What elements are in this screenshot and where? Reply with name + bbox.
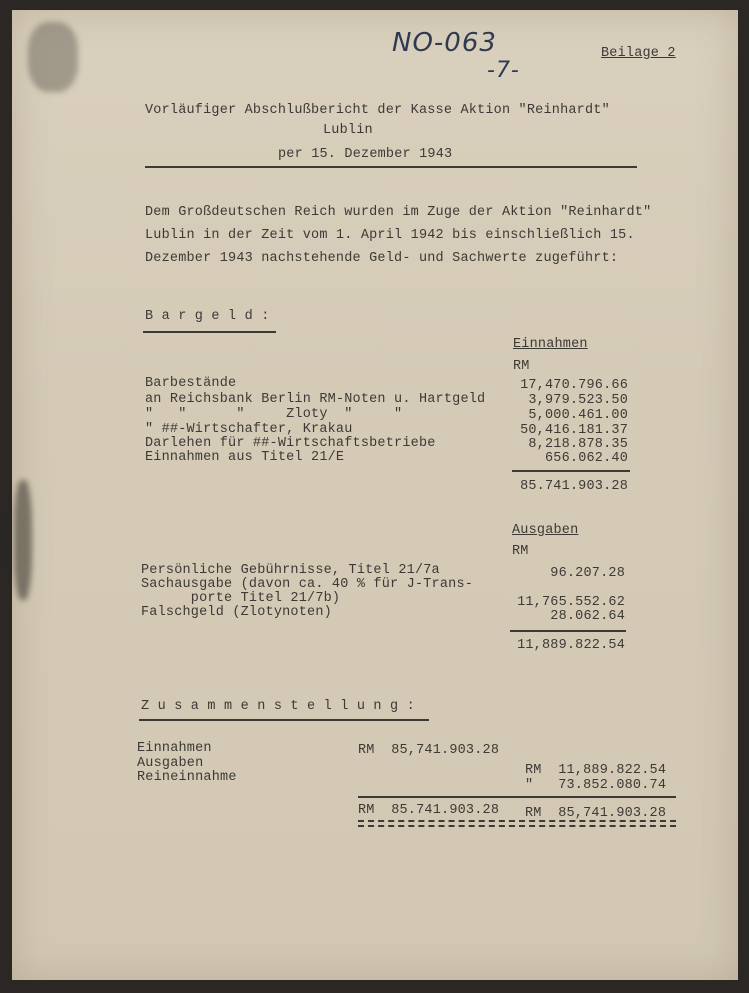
income-value-3: 5,000.461.00 bbox=[528, 408, 628, 423]
income-total: 85.741.903.28 bbox=[520, 479, 628, 494]
income-currency: RM bbox=[513, 359, 530, 374]
title-line-2: Lublin bbox=[323, 123, 373, 138]
income-label-4: " ##-Wirtschafter, Krakau bbox=[145, 422, 353, 437]
expense-currency: RM bbox=[512, 544, 529, 559]
summary-label-net: Reineinnahme bbox=[137, 770, 237, 785]
summary-underline bbox=[139, 719, 429, 721]
expense-label-4: Falschgeld (Zlotynoten) bbox=[141, 605, 332, 620]
expense-value-2: 11,765.552.62 bbox=[517, 595, 625, 610]
income-value-6: 656.062.40 bbox=[544, 451, 628, 466]
income-label-6: Einnahmen aus Titel 21/E bbox=[145, 450, 345, 465]
summary-label-income: Einnahmen bbox=[137, 741, 212, 756]
summary-heading: Z u s a m m e n s t e l l u n g : bbox=[141, 699, 415, 714]
title-line-1: Vorläufiger Abschlußbericht der Kasse Aktion "Reinhardt" bbox=[145, 103, 610, 118]
income-value-2: 3,979.523.50 bbox=[528, 393, 628, 408]
summary-total-rule bbox=[358, 796, 676, 798]
intro-line-3: Dezember 1943 nachstehende Geld- und Sachwerte zugeführt: bbox=[145, 251, 619, 266]
income-value-5: 8,218.878.35 bbox=[528, 437, 628, 452]
summary-income-amount: RM 85,741.903.28 bbox=[358, 743, 500, 758]
title-underline bbox=[145, 166, 637, 168]
summary-double-rule-2 bbox=[358, 825, 676, 827]
summary-net-amount: " 73.852.080.74 bbox=[525, 778, 667, 793]
summary-expense-amount: RM 11,889.822.54 bbox=[525, 763, 667, 778]
expense-label-3: porte Titel 21/7b) bbox=[141, 591, 341, 606]
income-value-1: 17,470.796.66 bbox=[520, 378, 628, 393]
expense-heading: Ausgaben bbox=[512, 523, 579, 538]
expense-total-rule bbox=[510, 630, 626, 632]
income-label-3: " " " Zloty " " bbox=[145, 407, 403, 422]
summary-total-right: RM 85,741.903.28 bbox=[525, 806, 667, 821]
summary-double-rule-1 bbox=[358, 820, 676, 822]
intro-line-1: Dem Großdeutschen Reich wurden im Zuge der Aktion "Reinhardt" bbox=[145, 205, 652, 220]
income-label-5: Darlehen für ##-Wirtschaftsbetriebe bbox=[145, 436, 436, 451]
handwritten-doc-number: NO-063 bbox=[392, 28, 497, 58]
income-label-1: Barbestände bbox=[145, 376, 237, 391]
income-label-2: an Reichsbank Berlin RM-Noten u. Hartgeld bbox=[145, 392, 486, 407]
income-heading: Einnahmen bbox=[513, 337, 588, 352]
intro-line-2: Lublin in der Zeit vom 1. April 1942 bis einschließlich 15. bbox=[145, 228, 635, 243]
summary-total-left: RM 85.741.903.28 bbox=[358, 803, 500, 818]
income-value-4: 50,416.181.37 bbox=[520, 423, 628, 438]
expense-value-1: 96.207.28 bbox=[550, 566, 625, 581]
expense-total: 11,889.822.54 bbox=[517, 638, 625, 653]
expense-label-1: Persönliche Gebührnisse, Titel 21/7a bbox=[141, 563, 440, 578]
appendix-label: Beilage 2 bbox=[601, 46, 676, 61]
expense-label-2: Sachausgabe (davon ca. 40 % für J-Trans- bbox=[141, 577, 474, 592]
title-line-3: per 15. Dezember 1943 bbox=[278, 147, 453, 162]
stain-top-left bbox=[28, 22, 78, 92]
bargeld-heading: B a r g e l d : bbox=[145, 309, 270, 324]
stain-left-edge bbox=[14, 480, 32, 600]
expense-value-3: 28.062.64 bbox=[550, 609, 625, 624]
income-total-rule bbox=[512, 470, 630, 472]
summary-label-expense: Ausgaben bbox=[137, 756, 204, 771]
handwritten-page-number: -7- bbox=[487, 58, 520, 83]
bargeld-underline bbox=[143, 331, 276, 333]
